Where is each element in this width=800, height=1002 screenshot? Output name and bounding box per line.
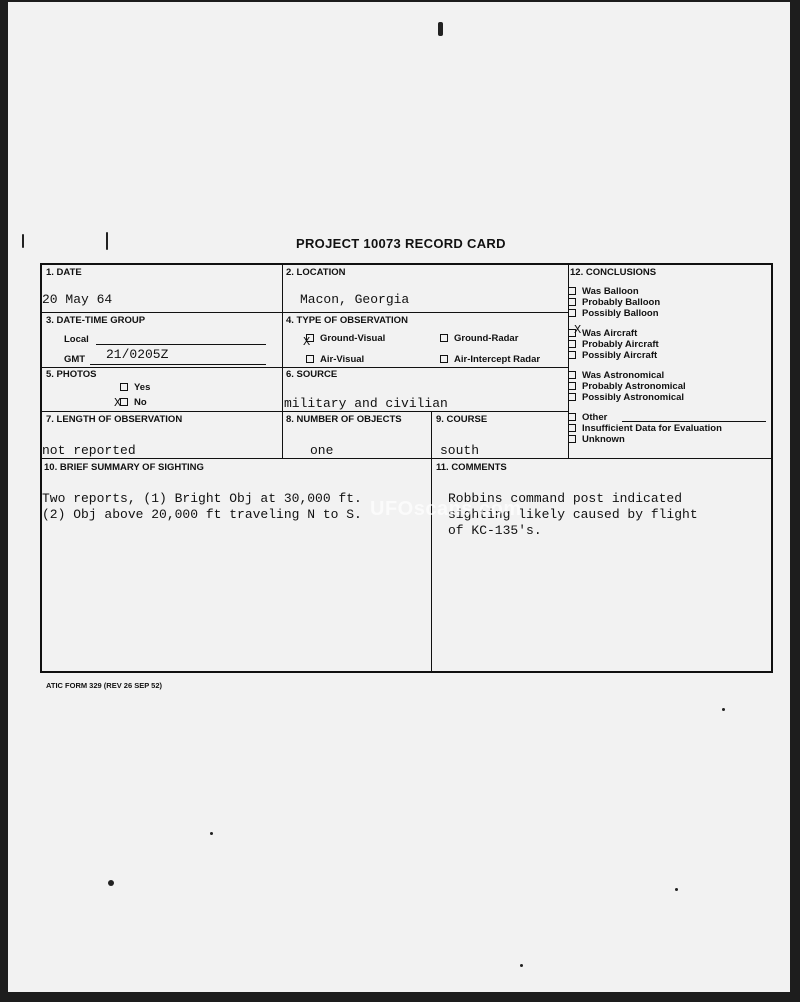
source-label: 6. SOURCE (286, 369, 338, 380)
conclusion-label: Insufficient Data for Evaluation (582, 423, 722, 434)
type-option-label: Air-Intercept Radar (454, 354, 541, 365)
summary-line-1: Two reports, (1) Bright Obj at 30,000 ft. (42, 491, 362, 506)
conclusion-label: Was Aircraft (582, 328, 638, 339)
photos-no-label: No (134, 397, 147, 408)
conclusion-insufficient-data (568, 424, 722, 435)
length-value: not reported (42, 443, 136, 458)
type-option-label: Air-Visual (320, 354, 365, 365)
date-value: 20 May 64 (42, 292, 113, 307)
checkbox-icon (568, 413, 576, 421)
checkbox-icon (120, 383, 128, 391)
course-value: south (440, 443, 480, 458)
checkbox-icon (568, 298, 576, 306)
gmt-label: GMT (64, 354, 86, 365)
local-label: Local (64, 334, 89, 345)
conclusion-label: Possibly Balloon (582, 308, 659, 319)
dtg-label: 3. DATE-TIME GROUP (46, 315, 146, 326)
grid-line (42, 312, 568, 313)
grid-line (42, 458, 773, 459)
summary-line-2: (2) Obj above 20,000 ft traveling N to S. (42, 507, 362, 522)
scan-speck (108, 880, 114, 886)
comments-line-1: Robbins command post indicated (448, 491, 683, 506)
grid-line (431, 411, 432, 673)
watermark: UFOscans.com (370, 498, 522, 520)
card-title: PROJECT 10073 RECORD CARD (296, 236, 506, 251)
date-label: 1. DATE (46, 267, 82, 278)
checkbox-icon (568, 287, 576, 295)
type-option-label: Ground-Visual (320, 333, 386, 344)
conclusion-probably-aircraft (568, 340, 659, 351)
conclusion-label: Unknown (582, 434, 625, 445)
location-label: 2. LOCATION (286, 267, 346, 278)
gmt-underline (90, 364, 266, 365)
scan-speck (438, 22, 443, 36)
type-label: 4. TYPE OF OBSERVATION (286, 315, 408, 326)
summary-label: 10. BRIEF SUMMARY OF SIGHTING (44, 462, 204, 473)
photos-yes (120, 382, 150, 393)
conclusion-other (568, 413, 607, 424)
course-label: 9. COURSE (436, 414, 488, 425)
scan-speck (210, 832, 213, 835)
grid-line (42, 367, 568, 368)
checkbox-icon (568, 393, 576, 401)
conclusion-probably-astronomical (568, 382, 686, 393)
scan-speck (106, 232, 108, 250)
source-value: military and civilian (284, 396, 448, 411)
type-check-mark: X (303, 335, 311, 349)
conclusions-label: 12. CONCLUSIONS (570, 267, 657, 278)
conclusion-possibly-astronomical (568, 393, 684, 404)
checkbox-icon (568, 351, 576, 359)
objects-value: one (310, 443, 334, 458)
checkbox-icon (306, 355, 314, 363)
checkbox-icon (440, 334, 448, 342)
grid-line (282, 265, 283, 458)
conclusion-label: Probably Balloon (582, 297, 661, 308)
scan-speck (22, 234, 24, 248)
scan-speck (675, 888, 678, 891)
local-underline (96, 344, 266, 345)
conclusion-label: Probably Aircraft (582, 339, 659, 350)
grid-line (42, 411, 568, 412)
photos-yes-label: Yes (134, 382, 151, 393)
length-label: 7. LENGTH OF OBSERVATION (46, 414, 183, 425)
gmt-value: 21/0205Z (106, 347, 169, 362)
conclusion-label: Possibly Astronomical (582, 392, 685, 403)
photos-label: 5. PHOTOS (46, 369, 97, 380)
comments-line-2: sighting likely caused by flight (448, 507, 698, 522)
checkbox-icon (568, 382, 576, 390)
photos-no (120, 397, 147, 408)
checkbox-icon (440, 355, 448, 363)
conclusion-label: Possibly Aircraft (582, 350, 658, 361)
checkbox-icon (568, 424, 576, 432)
comments-label: 11. COMMENTS (436, 462, 507, 473)
checkbox-icon (568, 435, 576, 443)
conclusion-label: Probably Astronomical (582, 381, 686, 392)
conclusion-label: Was Balloon (582, 286, 639, 297)
checkbox-icon (568, 340, 576, 348)
comments-line-3: of KC-135's. (448, 523, 542, 538)
other-underline (622, 421, 766, 422)
objects-label: 8. NUMBER OF OBJECTS (286, 414, 402, 425)
conclusion-was-astronomical (568, 371, 664, 382)
conclusion-possibly-balloon (568, 309, 659, 320)
photos-check-mark: X (114, 396, 122, 410)
type-ground-radar (440, 333, 518, 344)
conclusion-label: Was Astronomical (582, 370, 665, 381)
conclusion-was-balloon (568, 287, 639, 298)
conclusion-probably-balloon (568, 298, 660, 309)
conclusion-possibly-aircraft (568, 351, 657, 362)
type-ground-visual (306, 333, 385, 344)
location-value: Macon, Georgia (300, 292, 410, 307)
scan-speck (722, 708, 725, 711)
type-air-visual (306, 354, 364, 365)
type-option-label: Ground-Radar (454, 333, 519, 344)
form-id: ATIC FORM 329 (REV 26 SEP 52) (46, 681, 163, 690)
checkbox-icon (568, 371, 576, 379)
conclusion-check-mark: X (574, 323, 582, 337)
type-air-intercept-radar (440, 354, 540, 365)
conclusion-unknown (568, 435, 625, 446)
checkbox-icon (568, 309, 576, 317)
scan-speck (520, 964, 523, 967)
conclusion-label: Other (582, 412, 608, 423)
